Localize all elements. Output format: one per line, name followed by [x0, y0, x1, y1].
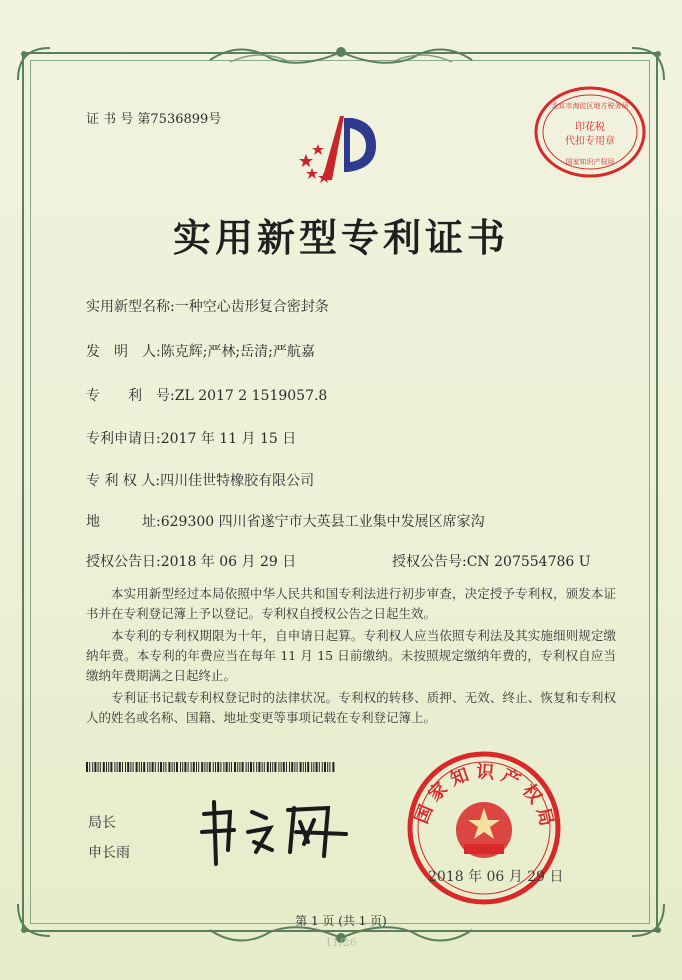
- address: [86, 511, 485, 531]
- seal-date: 2018 年 06 月 29 日: [428, 869, 564, 885]
- field-label: 授权公告日:: [86, 554, 161, 570]
- barcode-bar: [270, 762, 271, 772]
- barcode-bar: [248, 762, 249, 772]
- barcode-bar: [117, 762, 118, 772]
- barcode-bar: [215, 762, 216, 772]
- director-title: 局长: [88, 815, 116, 831]
- field-value: 一种空心齿形复合密封条: [174, 299, 329, 315]
- filing-date: [86, 428, 296, 448]
- corner-ornament-icon: [628, 44, 668, 84]
- field-label: 地 址:: [86, 514, 161, 530]
- field-value: CN 207554786 U: [466, 554, 591, 570]
- barcode-bar: [158, 762, 159, 772]
- barcode-bar: [332, 762, 334, 772]
- barcode-bar: [256, 762, 257, 772]
- barcode-bar: [165, 762, 166, 772]
- barcode-bar: [204, 762, 205, 772]
- barcode-bar: [297, 762, 298, 772]
- barcode-bar: [267, 762, 269, 772]
- barcode-bar: [322, 762, 323, 772]
- paragraph: 本实用新型经过本局依照中华人民共和国专利法进行初步审查，决定授予专利权，颁发本证书并在专利登记簿上予以登记。专利权自授权公告之日起生效。: [86, 586, 616, 621]
- field-label: 授权公告号:: [392, 554, 467, 570]
- barcode-bar: [305, 762, 306, 772]
- barcode-bar: [294, 762, 295, 772]
- barcode-bar: [226, 762, 228, 772]
- inventors: [86, 341, 315, 361]
- barcode-bar: [106, 762, 107, 772]
- barcode-bar: [103, 762, 105, 772]
- tax-seal-line2: 代扣专用章: [565, 136, 615, 147]
- director-name: 申长雨: [88, 845, 130, 861]
- tax-seal-top: 北京市海淀区地方税务局: [551, 102, 629, 110]
- barcode-bar: [122, 762, 123, 772]
- barcode-bar: [242, 762, 244, 772]
- grant-publication-number: [392, 551, 591, 571]
- barcode-bar: [253, 762, 254, 772]
- field-label: 专 利 号:: [86, 388, 175, 404]
- field-label: 专 利 权 人:: [86, 473, 161, 489]
- barcode-bar: [160, 762, 162, 772]
- barcode-bar: [237, 762, 238, 772]
- paragraph: 本专利的专利权期限为十年，自申请日起算。专利权人应当依照专利法及其实施细则规定缴纳年费。本专利的年费应当在每年 11 月 15 日前缴纳。未按照规定缴纳年费的，专利权自应当缴纳年费期满之日起终止。: [86, 628, 616, 683]
- barcode-bar: [220, 762, 221, 772]
- barcode-bar: [136, 762, 138, 772]
- barcode-bar: [258, 762, 260, 772]
- field-value: ZL 2017 2 1519057.8: [174, 388, 328, 404]
- page-marker: 11/26: [325, 936, 357, 949]
- barcode-bar: [198, 762, 199, 772]
- field-value: 四川佳世特橡胶有限公司: [160, 473, 315, 489]
- barcode-bar: [125, 762, 126, 772]
- barcode-bar: [168, 762, 170, 772]
- patent-office-logo-icon: [292, 110, 382, 200]
- director-signature: [196, 792, 356, 868]
- barcode-bar: [182, 762, 183, 772]
- barcode-bar: [155, 762, 156, 772]
- field-label: 发 明 人:: [86, 344, 161, 360]
- patent-holder: [86, 470, 314, 490]
- barcode-bar: [147, 762, 148, 772]
- utility-model-name: [86, 296, 329, 316]
- barcode-bar: [193, 762, 195, 772]
- barcode-bar: [110, 762, 112, 772]
- tax-seal-stamp: [532, 84, 648, 180]
- barcode-bar: [130, 762, 131, 772]
- barcode-bar: [201, 762, 203, 772]
- barcode-bar: [119, 762, 121, 772]
- barcode-bar: [327, 762, 328, 772]
- grant-date: [86, 551, 296, 571]
- barcode-bar: [246, 762, 247, 772]
- barcode-bar: [163, 762, 164, 772]
- barcode-icon: [86, 762, 336, 772]
- barcode-bar: [149, 762, 150, 772]
- barcode-bar: [127, 762, 129, 772]
- barcode-bar: [264, 762, 265, 772]
- field-label: 实用新型名称:: [86, 299, 175, 315]
- field-value: 2018 年 06 月 29 日: [160, 554, 297, 570]
- corner-ornament-icon: [14, 44, 54, 84]
- barcode-bar: [300, 762, 302, 772]
- barcode-bar: [180, 762, 181, 772]
- barcode-bar: [324, 762, 326, 772]
- barcode-bar: [92, 762, 93, 772]
- barcode-bar: [278, 762, 279, 772]
- field-value: 629300 四川省遂宁市大英县工业集中发展区席家沟: [160, 514, 485, 530]
- barcode-bar: [86, 762, 88, 772]
- barcode-bar: [94, 762, 96, 772]
- barcode-bar: [281, 762, 282, 772]
- seal-text: 国家知识产权局: [411, 761, 559, 835]
- barcode-bar: [231, 762, 232, 772]
- barcode-bar: [283, 762, 285, 772]
- barcode-bar: [329, 762, 330, 772]
- barcode-bar: [213, 762, 214, 772]
- barcode-bar: [188, 762, 189, 772]
- barcode-bar: [139, 762, 140, 772]
- barcode-bar: [207, 762, 208, 772]
- paragraph: 专利证书记载专利权登记时的法律状况。专利权的转移、质押、无效、终止、恢复和专利权人的姓名或名称、国籍、地址变更等事项记载在专利登记簿上。: [86, 690, 616, 725]
- barcode-bar: [172, 762, 173, 772]
- barcode-bar: [272, 762, 273, 772]
- barcode-bar: [176, 762, 178, 772]
- barcode-bar: [250, 762, 252, 772]
- barcode-bar: [289, 762, 290, 772]
- barcode-bar: [174, 762, 175, 772]
- barcode-bar: [313, 762, 314, 772]
- certificate-title: 实用新型专利证书: [172, 215, 509, 260]
- barcode-bar: [89, 762, 90, 772]
- barcode-bar: [307, 762, 309, 772]
- barcode-bar: [100, 762, 101, 772]
- barcode-bar: [286, 762, 287, 772]
- barcode-bar: [239, 762, 240, 772]
- tax-seal-line1: 印花税: [575, 122, 605, 133]
- field-label: 专利申请日:: [86, 431, 161, 447]
- barcode-bar: [108, 762, 109, 772]
- barcode-bar: [184, 762, 186, 772]
- barcode-bar: [114, 762, 115, 772]
- barcode-bar: [303, 762, 304, 772]
- barcode-bar: [191, 762, 192, 772]
- barcode-bar: [133, 762, 134, 772]
- field-value: 陈克辉;严林;岳清;严航嘉: [160, 344, 315, 360]
- field-value: 2017 年 11 月 15 日: [160, 431, 297, 447]
- barcode-bar: [316, 762, 318, 772]
- barcode-bar: [209, 762, 211, 772]
- page-footer: 第 1 页 (共 1 页): [295, 914, 387, 928]
- barcode-bar: [217, 762, 219, 772]
- barcode-bar: [152, 762, 154, 772]
- tax-seal-bottom: 国家知识产权局: [565, 158, 615, 166]
- certificate-number: 证 书 号 第7536899号: [86, 112, 222, 127]
- barcode-bar: [196, 762, 197, 772]
- barcode-bar: [262, 762, 263, 772]
- top-ornament-icon: [200, 40, 482, 70]
- barcode-bar: [319, 762, 320, 772]
- patent-number: [86, 385, 327, 405]
- barcode-bar: [143, 762, 145, 772]
- barcode-bar: [234, 762, 236, 772]
- barcode-bar: [274, 762, 276, 772]
- barcode-bar: [311, 762, 312, 772]
- barcode-bar: [229, 762, 230, 772]
- barcode-bar: [223, 762, 224, 772]
- barcode-bar: [291, 762, 293, 772]
- barcode-bar: [141, 762, 142, 772]
- barcode-bar: [98, 762, 99, 772]
